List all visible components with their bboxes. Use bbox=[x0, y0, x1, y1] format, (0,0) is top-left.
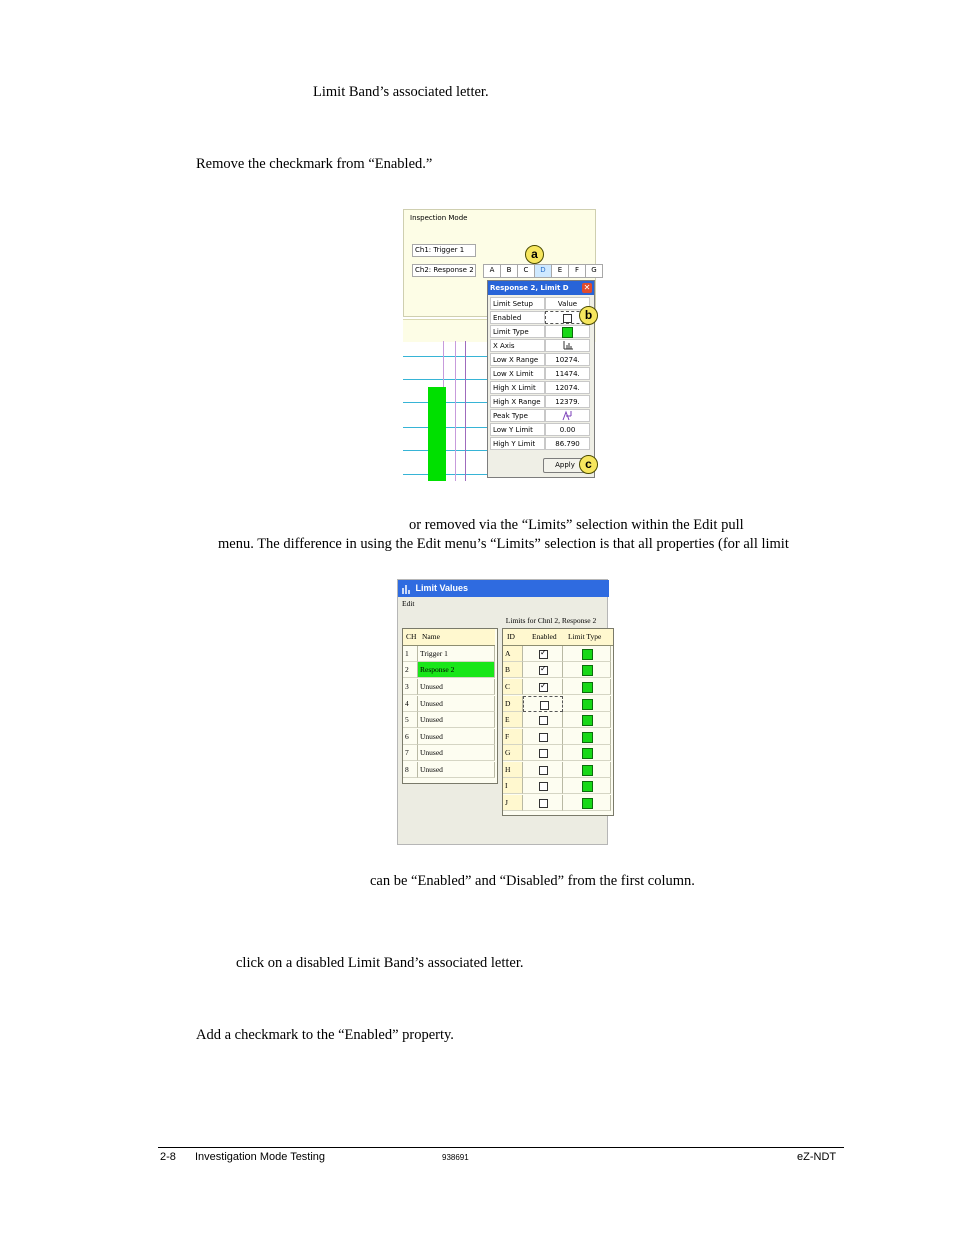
channel1-field[interactable]: Ch1: Trigger 1 bbox=[412, 244, 476, 257]
limit-letter-tabs bbox=[484, 264, 603, 278]
enabled-checkbox[interactable] bbox=[539, 799, 548, 808]
limit-id: J bbox=[503, 795, 523, 811]
grid-line bbox=[403, 427, 493, 428]
property-value[interactable]: 86.790 bbox=[545, 437, 590, 450]
channel-name[interactable]: Unused bbox=[418, 679, 495, 695]
channel2-field[interactable]: Ch2: Response 2 bbox=[412, 264, 476, 277]
property-row bbox=[490, 395, 590, 409]
property-name: X Axis bbox=[490, 339, 545, 352]
limit-enabled-cell[interactable] bbox=[523, 662, 563, 678]
enabled-checkbox-checked[interactable] bbox=[539, 650, 548, 659]
channel-number: 8 bbox=[403, 762, 418, 778]
property-name: Peak Type bbox=[490, 409, 545, 422]
limit-id: E bbox=[503, 712, 523, 728]
limit-enabled-cell[interactable] bbox=[523, 795, 563, 811]
enabled-checkbox[interactable] bbox=[539, 716, 548, 725]
property-name: Low X Limit bbox=[490, 367, 545, 380]
footer-section: Investigation Mode Testing bbox=[195, 1151, 326, 1163]
limit-type-value[interactable] bbox=[545, 325, 590, 338]
limit-type-cell[interactable] bbox=[563, 729, 611, 745]
footer-rule bbox=[158, 1147, 844, 1148]
limit-id: B bbox=[503, 662, 523, 678]
limit-type-cell[interactable] bbox=[563, 745, 611, 761]
paragraph-edit-menu: or removed via the “Limits” selection within the Edit pull bbox=[409, 517, 744, 533]
property-value[interactable]: 10274. bbox=[545, 353, 590, 366]
property-name: Limit Type bbox=[490, 325, 545, 338]
channel-name-selected[interactable]: Response 2 bbox=[418, 662, 495, 678]
column-header-limit-type: Limit Type bbox=[568, 632, 602, 641]
limit-type-cell[interactable] bbox=[563, 778, 611, 794]
property-row-enabled bbox=[490, 311, 590, 325]
limit-id: D bbox=[503, 696, 523, 712]
footer-product: eZ-NDT bbox=[797, 1151, 837, 1163]
property-name: High X Limit bbox=[490, 381, 545, 394]
apply-button[interactable]: Apply bbox=[543, 458, 587, 473]
limit-type-swatch-icon bbox=[582, 715, 593, 726]
limit-type-swatch-icon bbox=[582, 765, 593, 776]
limit-type-swatch-icon bbox=[582, 699, 593, 710]
grid-line bbox=[403, 450, 493, 451]
x-axis-icon bbox=[562, 340, 574, 350]
column-header-name: Name bbox=[422, 632, 440, 641]
limit-type-swatch-icon bbox=[582, 649, 593, 660]
peak-type-icon bbox=[562, 410, 574, 421]
callout-c: c bbox=[579, 455, 598, 474]
limits-table-header bbox=[503, 629, 613, 646]
limit-type-cell[interactable] bbox=[563, 679, 611, 695]
channel-number: 5 bbox=[403, 712, 418, 728]
channel-table bbox=[402, 628, 498, 784]
limits-caption: Limits for Chnl 2, Response 2 bbox=[505, 616, 597, 625]
limit-enabled-cell[interactable] bbox=[523, 729, 563, 745]
dialog-titlebar bbox=[488, 281, 594, 295]
property-name: Low X Range bbox=[490, 353, 545, 366]
header-limit-setup: Limit Setup bbox=[490, 297, 545, 310]
limits-table bbox=[502, 628, 614, 816]
limit-letter-tab[interactable]: C bbox=[517, 264, 535, 278]
limit-letter-tab[interactable]: B bbox=[500, 264, 518, 278]
limit-type-swatch-icon bbox=[582, 798, 593, 809]
limit-values-window bbox=[397, 579, 608, 845]
property-value[interactable]: 12379. bbox=[545, 395, 590, 408]
limit-type-cell[interactable] bbox=[563, 696, 611, 712]
dialog-title: Response 2, Limit D bbox=[490, 284, 569, 292]
channel-number: 7 bbox=[403, 745, 418, 761]
limit-type-swatch-icon bbox=[582, 781, 593, 792]
footer-page-number: 2-8 bbox=[160, 1151, 176, 1163]
limit-type-swatch-icon bbox=[582, 732, 593, 743]
property-name: High Y Limit bbox=[490, 437, 545, 450]
limit-id: C bbox=[503, 679, 523, 695]
grid-line bbox=[403, 379, 493, 380]
enabled-checkbox[interactable] bbox=[539, 766, 548, 775]
property-row bbox=[490, 381, 590, 395]
property-row bbox=[490, 423, 590, 437]
channel-number: 2 bbox=[403, 662, 418, 678]
signal-bar bbox=[428, 387, 446, 481]
property-value[interactable]: 0.00 bbox=[545, 423, 590, 436]
grid-line bbox=[403, 474, 493, 475]
property-row-limit-type bbox=[490, 325, 590, 339]
limit-type-swatch-icon bbox=[582, 748, 593, 759]
window-titlebar bbox=[398, 580, 609, 597]
channel-number: 4 bbox=[403, 696, 418, 712]
paragraph-remove-checkmark: Remove the checkmark from “Enabled.” bbox=[196, 156, 433, 172]
peak-type-value[interactable] bbox=[545, 409, 590, 422]
paragraph-edit-difference: menu. The difference in using the Edit menu’s “Limits” selection is that all properties (for all limit bbox=[218, 536, 789, 552]
column-header-id: ID bbox=[507, 632, 515, 641]
limit-enabled-cell[interactable] bbox=[523, 745, 563, 761]
paragraph-first-column: can be “Enabled” and “Disabled” from the first column. bbox=[370, 873, 695, 889]
enabled-checkbox-checked[interactable] bbox=[539, 683, 548, 692]
paragraph-limit-band-letter: Limit Band’s associated letter. bbox=[313, 84, 489, 100]
property-row-peak-type bbox=[490, 409, 590, 423]
channel-name[interactable]: Unused bbox=[418, 712, 495, 728]
limit-enabled-cell[interactable] bbox=[523, 762, 563, 778]
callout-a: a bbox=[525, 245, 544, 264]
limit-enabled-cell-focused[interactable] bbox=[523, 696, 563, 712]
window-title: Limit Values bbox=[415, 583, 469, 593]
property-value[interactable]: 11474. bbox=[545, 367, 590, 380]
limit-type-swatch-icon bbox=[582, 665, 593, 676]
limit-enabled-cell[interactable] bbox=[523, 712, 563, 728]
channel-name[interactable]: Unused bbox=[418, 696, 495, 712]
channel-name[interactable]: Unused bbox=[418, 729, 495, 745]
limit-enabled-cell[interactable] bbox=[523, 679, 563, 695]
property-row-x-axis bbox=[490, 339, 590, 353]
limit-letter-tab[interactable]: F bbox=[568, 264, 586, 278]
enabled-checkbox[interactable] bbox=[539, 749, 548, 758]
limit-id: I bbox=[503, 778, 523, 794]
grid-line bbox=[403, 402, 493, 403]
limit-type-cell[interactable] bbox=[563, 762, 611, 778]
limit-id: A bbox=[503, 646, 523, 662]
property-row bbox=[490, 437, 590, 451]
panel-title: Inspection Mode bbox=[410, 214, 468, 222]
limit-id: F bbox=[503, 729, 523, 745]
channel-number: 3 bbox=[403, 679, 418, 695]
header-value: Value bbox=[545, 297, 590, 310]
limit-id: H bbox=[503, 762, 523, 778]
menu-edit[interactable]: Edit bbox=[402, 599, 415, 608]
property-value[interactable]: 12074. bbox=[545, 381, 590, 394]
limit-letter-tab-active[interactable]: D bbox=[534, 264, 552, 278]
limit-enabled-cell[interactable] bbox=[523, 778, 563, 794]
limit-type-cell[interactable] bbox=[563, 795, 611, 811]
inspection-mode-figure bbox=[403, 209, 596, 481]
app-icon bbox=[401, 583, 411, 595]
limit-type-swatch-icon bbox=[582, 682, 593, 693]
property-name: Low Y Limit bbox=[490, 423, 545, 436]
grid-line-vertical bbox=[455, 341, 456, 481]
column-header-enabled: Enabled bbox=[532, 632, 557, 641]
channel-table-header bbox=[403, 629, 495, 646]
x-axis-value[interactable] bbox=[545, 339, 590, 352]
grid-line-vertical bbox=[465, 341, 466, 481]
enabled-checkbox-checked[interactable] bbox=[539, 666, 548, 675]
enabled-checkbox[interactable] bbox=[563, 314, 572, 323]
paragraph-add-checkmark: Add a checkmark to the “Enabled” property. bbox=[196, 1027, 454, 1043]
property-name: High X Range bbox=[490, 395, 545, 408]
grid-line bbox=[403, 356, 493, 357]
limit-type-cell[interactable] bbox=[563, 646, 611, 662]
limit-letter-tab[interactable]: A bbox=[483, 264, 501, 278]
enabled-checkbox[interactable] bbox=[539, 733, 548, 742]
limit-letter-tab[interactable]: G bbox=[585, 264, 603, 278]
close-icon[interactable]: ✕ bbox=[583, 283, 591, 292]
dialog-header-row bbox=[490, 297, 590, 311]
limit-type-swatch-icon bbox=[562, 327, 573, 338]
callout-b: b bbox=[579, 306, 598, 325]
limit-setup-dialog bbox=[487, 280, 595, 478]
property-row bbox=[490, 353, 590, 367]
column-header-ch: CH bbox=[406, 632, 417, 641]
limit-letter-tab[interactable]: E bbox=[551, 264, 569, 278]
property-row bbox=[490, 367, 590, 381]
channel-name[interactable]: Unused bbox=[418, 745, 495, 761]
channel-number: 1 bbox=[403, 646, 418, 662]
channel-name[interactable]: Trigger 1 bbox=[418, 646, 495, 662]
limit-enabled-cell[interactable] bbox=[523, 646, 563, 662]
paragraph-disabled-letter: click on a disabled Limit Band’s associated letter. bbox=[236, 955, 524, 971]
enabled-checkbox[interactable] bbox=[540, 701, 549, 710]
channel-name[interactable]: Unused bbox=[418, 762, 495, 778]
channel-number: 6 bbox=[403, 729, 418, 745]
limit-type-cell[interactable] bbox=[563, 712, 611, 728]
limit-id: G bbox=[503, 745, 523, 761]
enabled-checkbox[interactable] bbox=[539, 782, 548, 791]
limit-type-cell[interactable] bbox=[563, 662, 611, 678]
footer-doc-number: 938691 bbox=[442, 1153, 469, 1162]
property-name: Enabled bbox=[490, 311, 545, 324]
